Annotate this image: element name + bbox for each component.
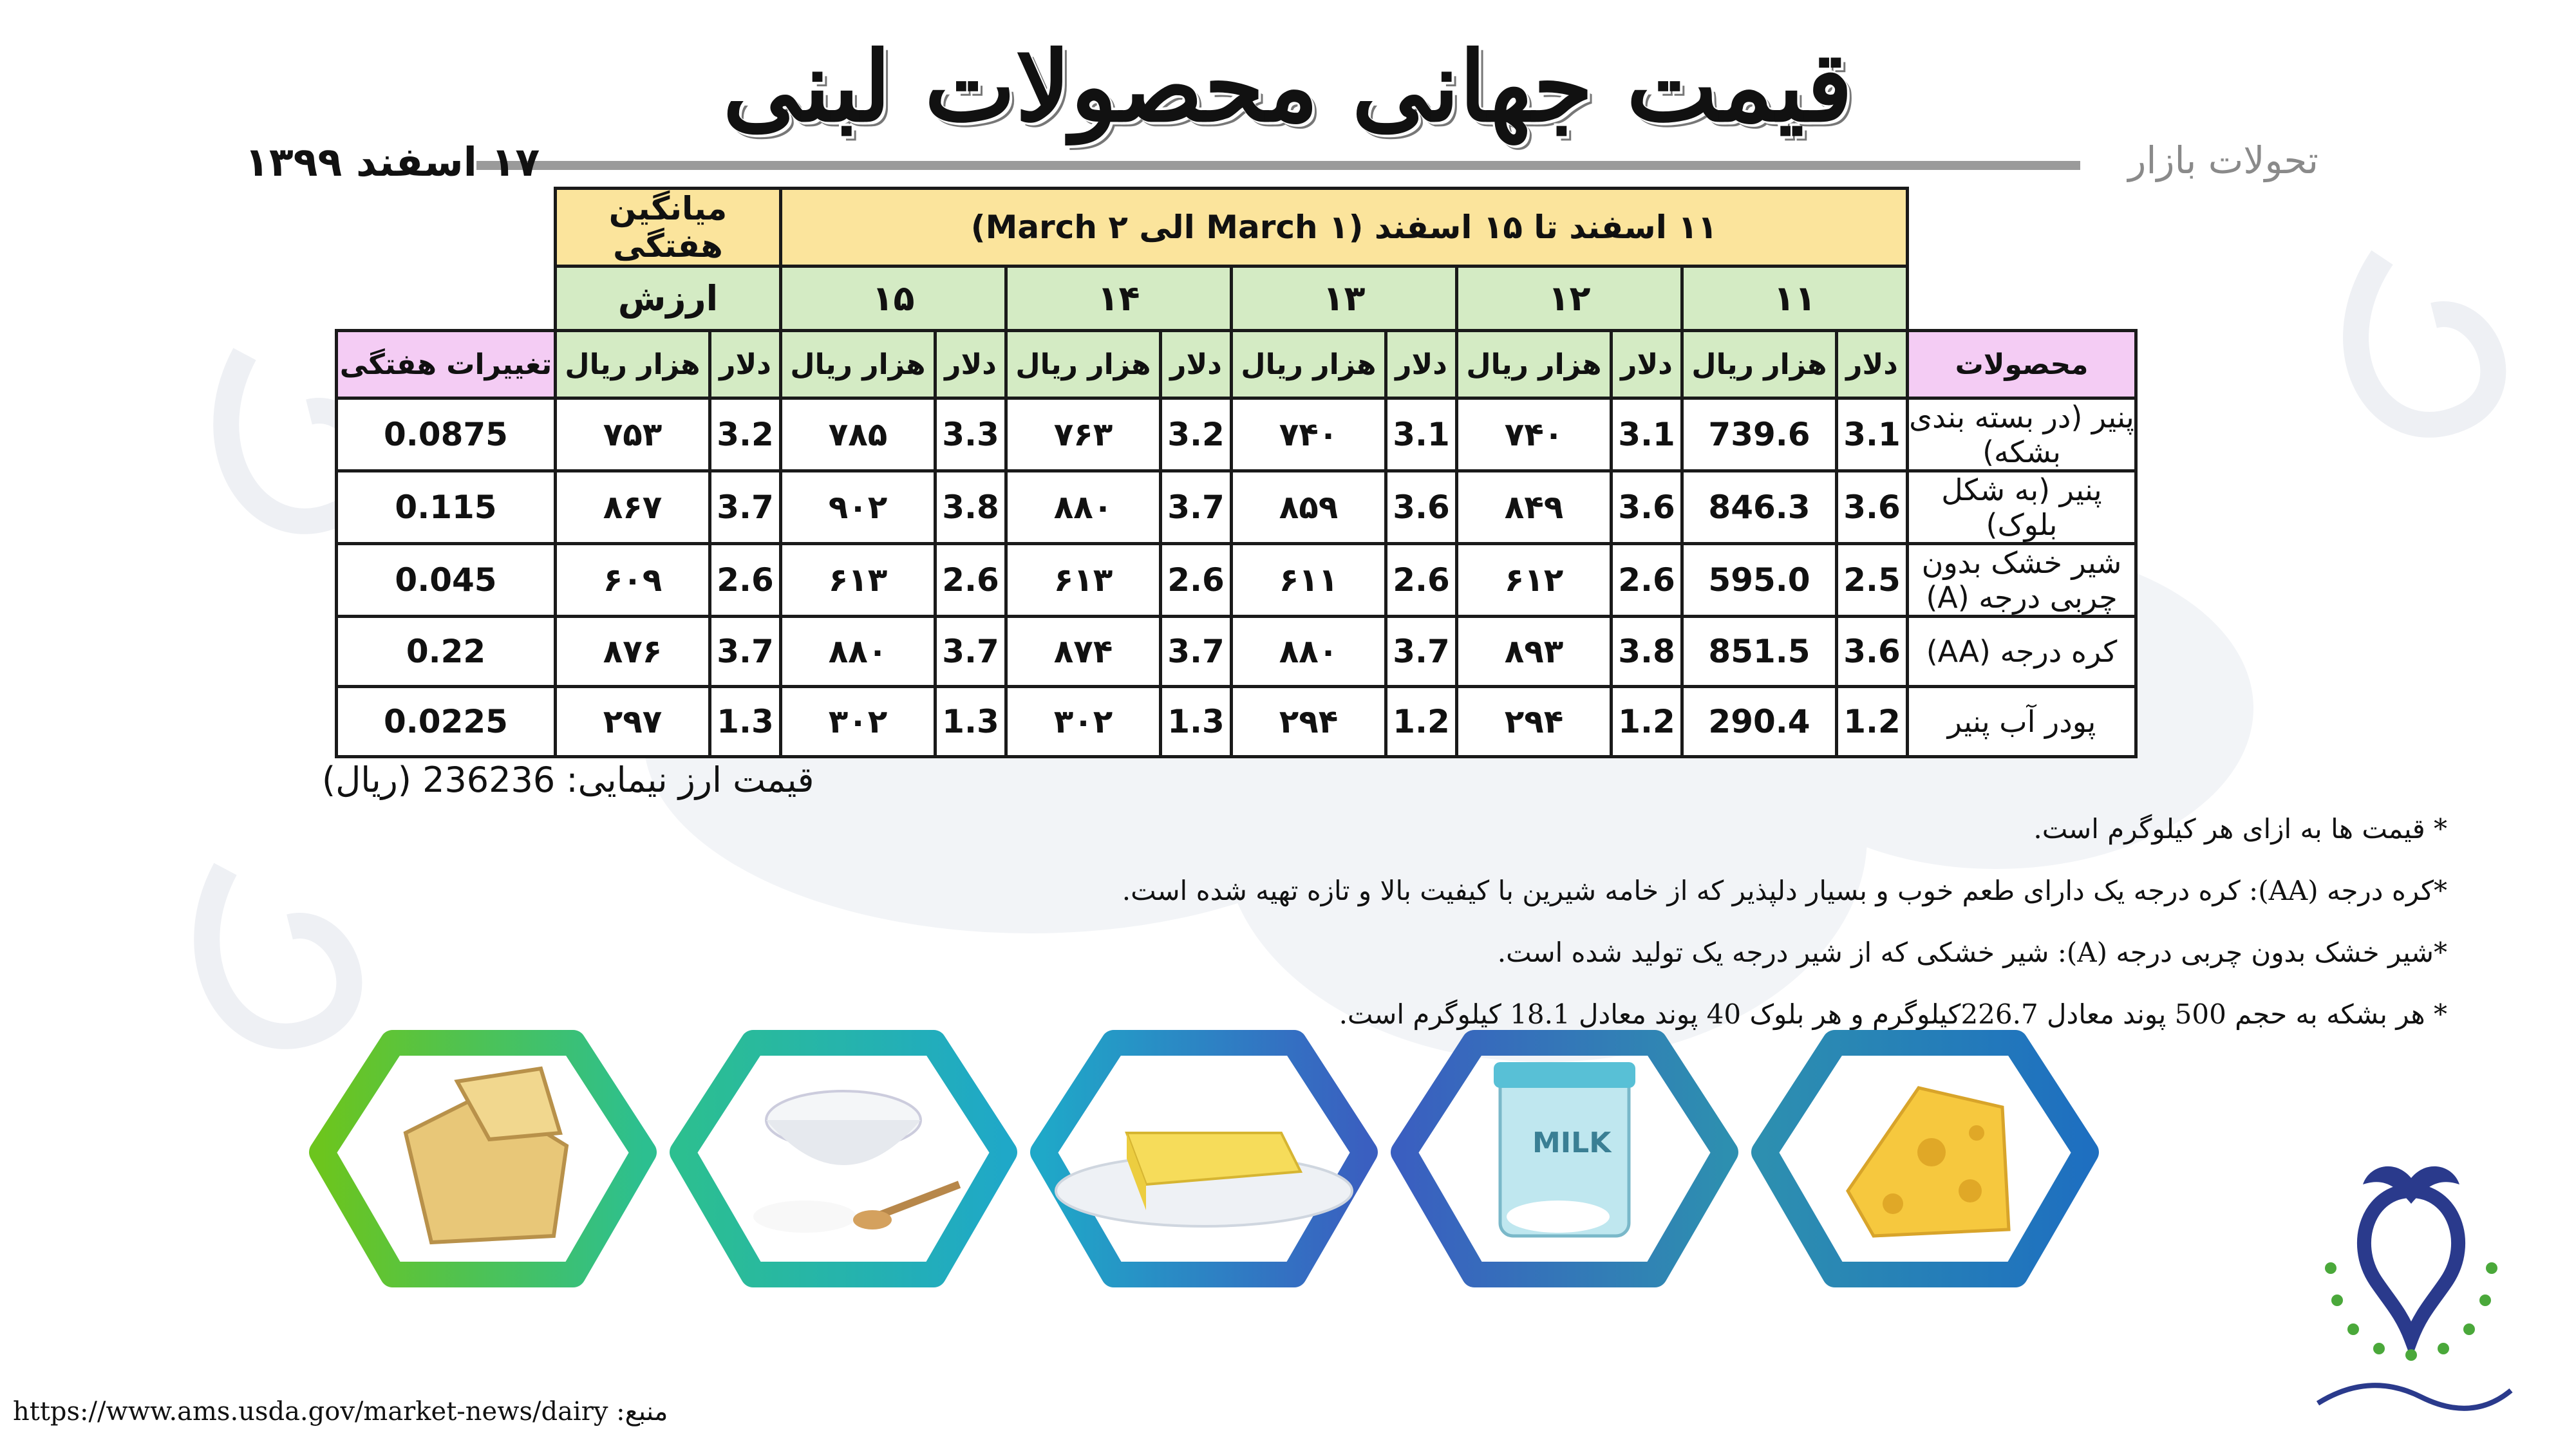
dollar-price: 1.3 (1161, 687, 1232, 757)
milk-can-image (1494, 1062, 1635, 1236)
dollar-price: 3.1 (1386, 398, 1457, 471)
section-subtitle: تحولات بازار (2128, 138, 2318, 182)
dollar-price: 3.3 (935, 398, 1006, 471)
parmesan-cheese-image (406, 1069, 567, 1242)
rial-price: ۸۸۰ (1232, 617, 1386, 687)
rial-price: ۸۸۰ (781, 617, 935, 687)
swiss-cheese-image (1848, 1088, 2009, 1236)
day-header: ۱۴ (1006, 266, 1232, 331)
rial-header: هزار ریال (1006, 331, 1161, 398)
butter-image (1056, 1133, 1352, 1226)
weekly-change: 0.045 (337, 544, 556, 617)
dollar-price: 2.5 (1837, 544, 1908, 617)
weekly-change: 0.22 (337, 617, 556, 687)
dollar-price: 3.1 (1837, 398, 1908, 471)
product-image-strip (296, 1024, 2163, 1294)
rial-price: ۷۴۰ (1457, 398, 1612, 471)
dollar-price: 2.6 (1612, 544, 1682, 617)
dollar-price: 3.7 (935, 617, 1006, 687)
weekly-change: 0.0875 (337, 398, 556, 471)
milk-powder-image (753, 1091, 959, 1233)
day-header: ۱۵ (781, 266, 1006, 331)
rial-price: ۷۴۰ (1232, 398, 1386, 471)
dollar-price: 1.3 (935, 687, 1006, 757)
rial-price: ۲۹۷ (556, 687, 710, 757)
period-header: ۱۱ اسفند تا ۱۵ اسفند (۱ March الی ۲ March) (781, 189, 1908, 266)
dollar-price: 2.6 (1161, 544, 1232, 617)
rial-header: هزار ریال (556, 331, 710, 398)
footnote: * هر بشکه به حجم 500 پوند معادل 226.7کیلوگرم و هر بلوک 40 پوند معادل 18.1 کیلوگرم است. (1339, 998, 2447, 1030)
dollar-price: 3.6 (1386, 471, 1457, 544)
table-row (337, 398, 2136, 471)
rial-price: ۶۱۳ (781, 544, 935, 617)
product-name: پنیر (در بسته بندی بشکه) (1908, 398, 2136, 471)
dollar-header: دلار (1612, 331, 1682, 398)
dollar-price: 1.2 (1837, 687, 1908, 757)
dollar-price: 1.2 (1612, 687, 1682, 757)
product-name: شیر خشک بدون چربی درجه (A) (1908, 544, 2136, 617)
footnote: *شیر خشک بدون چربی درجه (A): شیر خشکی که از شیر درجه یک تولید شده است. (1497, 937, 2447, 968)
rial-price: ۲۹۴ (1457, 687, 1612, 757)
rial-price: ۸۸۰ (1006, 471, 1161, 544)
price-table (335, 187, 2138, 758)
rial-price: 851.5 (1682, 617, 1837, 687)
rial-price: ۸۷۶ (556, 617, 710, 687)
product-name: پودر آب پنیر (1908, 687, 2136, 757)
products-header: محصولات (1908, 331, 2136, 398)
dollar-header: دلار (935, 331, 1006, 398)
dollar-header: دلار (1386, 331, 1457, 398)
dollar-price: 3.6 (1837, 617, 1908, 687)
rial-price: ۶۱۳ (1006, 544, 1161, 617)
rial-price: ۷۵۳ (556, 398, 710, 471)
dollar-price: 3.7 (710, 471, 781, 544)
rial-price: ۸۴۹ (1457, 471, 1612, 544)
association-logo (2292, 1152, 2530, 1435)
weekly-average-header: میانگین هفتگی (556, 189, 781, 266)
dollar-price: 3.8 (935, 471, 1006, 544)
footnote: *کره درجه (AA): کره درجه یک دارای طعم خوب و بسیار دلپذیر که از خامه شیرین با کیفیت بالا و تازه تهیه شده است. (1122, 875, 2447, 906)
table-row (337, 471, 2136, 544)
rial-price: 595.0 (1682, 544, 1837, 617)
weekly-change: 0.0225 (337, 687, 556, 757)
table-row (337, 544, 2136, 617)
footnote: * قیمت ها به ازای هر کیلوگرم است. (2033, 813, 2447, 845)
dollar-price: 3.8 (1612, 617, 1682, 687)
dollar-header: دلار (710, 331, 781, 398)
dollar-price: 3.6 (1612, 471, 1682, 544)
weekly-change-header: تغییرات هفتگی (337, 331, 556, 398)
table-row (337, 617, 2136, 687)
svg-text:MILK: MILK (1532, 1126, 1612, 1159)
dollar-price: 1.3 (710, 687, 781, 757)
rial-price: ۶۱۱ (1232, 544, 1386, 617)
rial-price: ۷۸۵ (781, 398, 935, 471)
rial-header: هزار ریال (1457, 331, 1612, 398)
dollar-header: دلار (1837, 331, 1908, 398)
rial-price: ۸۵۹ (1232, 471, 1386, 544)
table-row (337, 687, 2136, 757)
page-title: قیمت جهانی محصولات لبنی (722, 30, 1853, 144)
rial-header: هزار ریال (1682, 331, 1837, 398)
dollar-price: 3.2 (1161, 398, 1232, 471)
day-header: ۱۱ (1682, 266, 1908, 331)
dollar-price: 2.6 (1386, 544, 1457, 617)
product-name: پنیر (به شکل بلوک) (1908, 471, 2136, 544)
rial-price: 739.6 (1682, 398, 1837, 471)
dollar-price: 3.6 (1837, 471, 1908, 544)
day-header: ۱۲ (1457, 266, 1682, 331)
exchange-rate: قیمت ارز نیمایی: 236236 (ریال) (322, 760, 814, 800)
divider (476, 161, 2080, 170)
dollar-price: 1.2 (1386, 687, 1457, 757)
rial-price: ۷۶۳ (1006, 398, 1161, 471)
footnotes (516, 798, 2447, 1045)
dollar-price: 3.7 (1386, 617, 1457, 687)
weekly-change: 0.115 (337, 471, 556, 544)
dollar-price: 3.7 (710, 617, 781, 687)
rial-price: ۳۰۲ (781, 687, 935, 757)
rial-price: ۹۰۲ (781, 471, 935, 544)
dollar-header: دلار (1161, 331, 1232, 398)
rial-header: هزار ریال (1232, 331, 1386, 398)
dollar-price: 3.7 (1161, 471, 1232, 544)
rial-price: ۸۶۷ (556, 471, 710, 544)
day-header: ۱۳ (1232, 266, 1457, 331)
product-name: کره درجه (AA) (1908, 617, 2136, 687)
value-header: ارزش (556, 266, 781, 331)
rial-price: ۳۰۲ (1006, 687, 1161, 757)
rial-header: هزار ریال (781, 331, 935, 398)
source-link[interactable]: https://www.ams.usda.gov/market-news/dairy :منبع (13, 1397, 668, 1426)
rial-price: ۶۱۲ (1457, 544, 1612, 617)
dollar-price: 3.2 (710, 398, 781, 471)
rial-price: ۸۹۳ (1457, 617, 1612, 687)
report-date: ۱۷ اسفند ۱۳۹۹ (245, 138, 540, 185)
rial-price: ۶۰۹ (556, 544, 710, 617)
rial-price: 290.4 (1682, 687, 1837, 757)
rial-price: ۲۹۴ (1232, 687, 1386, 757)
dollar-price: 3.7 (1161, 617, 1232, 687)
rial-price: 846.3 (1682, 471, 1837, 544)
rial-price: ۸۷۴ (1006, 617, 1161, 687)
dollar-price: 2.6 (710, 544, 781, 617)
dollar-price: 2.6 (935, 544, 1006, 617)
dollar-price: 3.1 (1612, 398, 1682, 471)
